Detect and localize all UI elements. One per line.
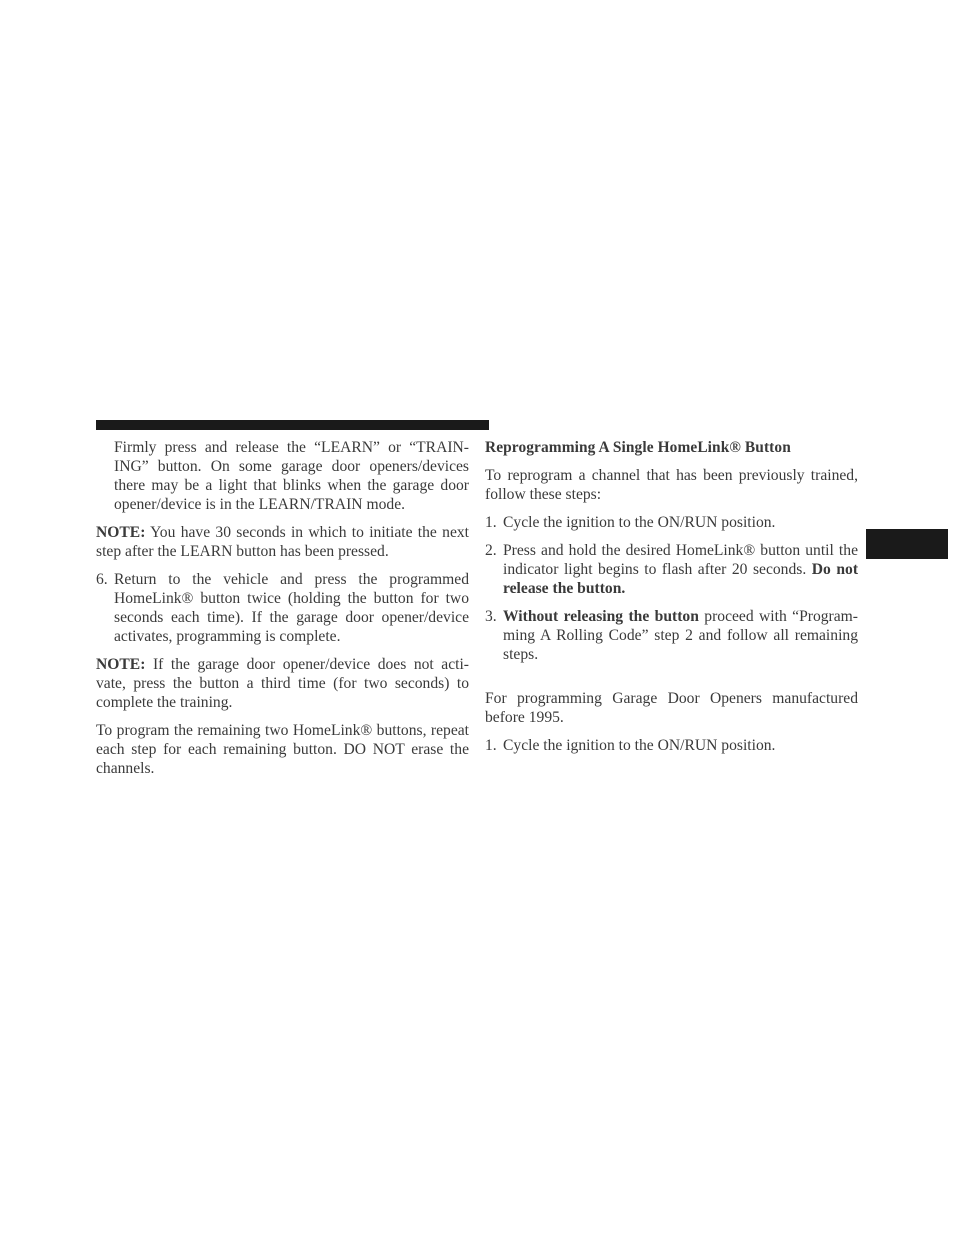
left-column: [96, 438, 469, 787]
section2-intro: For programming Garage Door Openers manufactured before 1995.: [485, 690, 858, 726]
closing-paragraph: To program the remaining two HomeLink® buttons, repeat each step for each remaining button. DO NOT erase the channels.: [96, 722, 469, 777]
step-text: Cycle the ignition to the ON/RUN position.: [503, 514, 776, 531]
section-rule: [96, 420, 489, 430]
step-number: 6.: [96, 571, 108, 588]
right-column: [485, 438, 858, 764]
step-6: [96, 570, 469, 646]
note-paragraph: [96, 655, 469, 712]
step-emphasis: Without releasing the button: [503, 608, 699, 625]
step-number: 3.: [485, 608, 497, 625]
section-heading: Reprogramming A Single HomeLink® Button: [485, 439, 791, 456]
section2-step-1: [485, 736, 858, 755]
step-warning: Do not release the button.: [503, 561, 859, 597]
step-number: 2.: [485, 542, 497, 559]
note-label: NOTE:: [96, 656, 146, 673]
note-text: If the garage door opener/device does not acti-vate, press the button a third time (for two seconds) to complete the training.: [96, 656, 469, 711]
note-label: NOTE:: [96, 524, 146, 541]
step-3: [485, 607, 858, 664]
step-2: [485, 541, 858, 598]
chapter-tab: [866, 529, 948, 559]
step-number: 1.: [485, 514, 497, 531]
continued-step-text: Firmly press and release the “LEARN” or “TRAIN-ING” button. On some garage door openers/devices there may be a light that blinks when the garage door opener/device is in the LEARN/TRAIN mode.: [114, 439, 469, 513]
intro-paragraph: To reprogram a channel that has been previously trained, follow these steps:: [485, 467, 858, 503]
step-text: proceed with “Program-ming A Rolling Code” step 2 and follow all remaining steps.: [503, 608, 858, 663]
step-number: 1.: [485, 737, 497, 754]
step-text: Cycle the ignition to the ON/RUN position.: [503, 737, 776, 754]
step-text: Return to the vehicle and press the programmed HomeLink® button twice (holding the button for two seconds each time). If the garage door opener/device activates, programming is complete.: [114, 571, 469, 645]
note-text: You have 30 seconds in which to initiate the next step after the LEARN button has been pressed.: [96, 524, 469, 560]
note-paragraph: [96, 523, 469, 561]
step-text: Press and hold the desired HomeLink® button until the indicator light begins to flash after 20 seconds.: [503, 542, 858, 578]
step-1: [485, 513, 858, 532]
